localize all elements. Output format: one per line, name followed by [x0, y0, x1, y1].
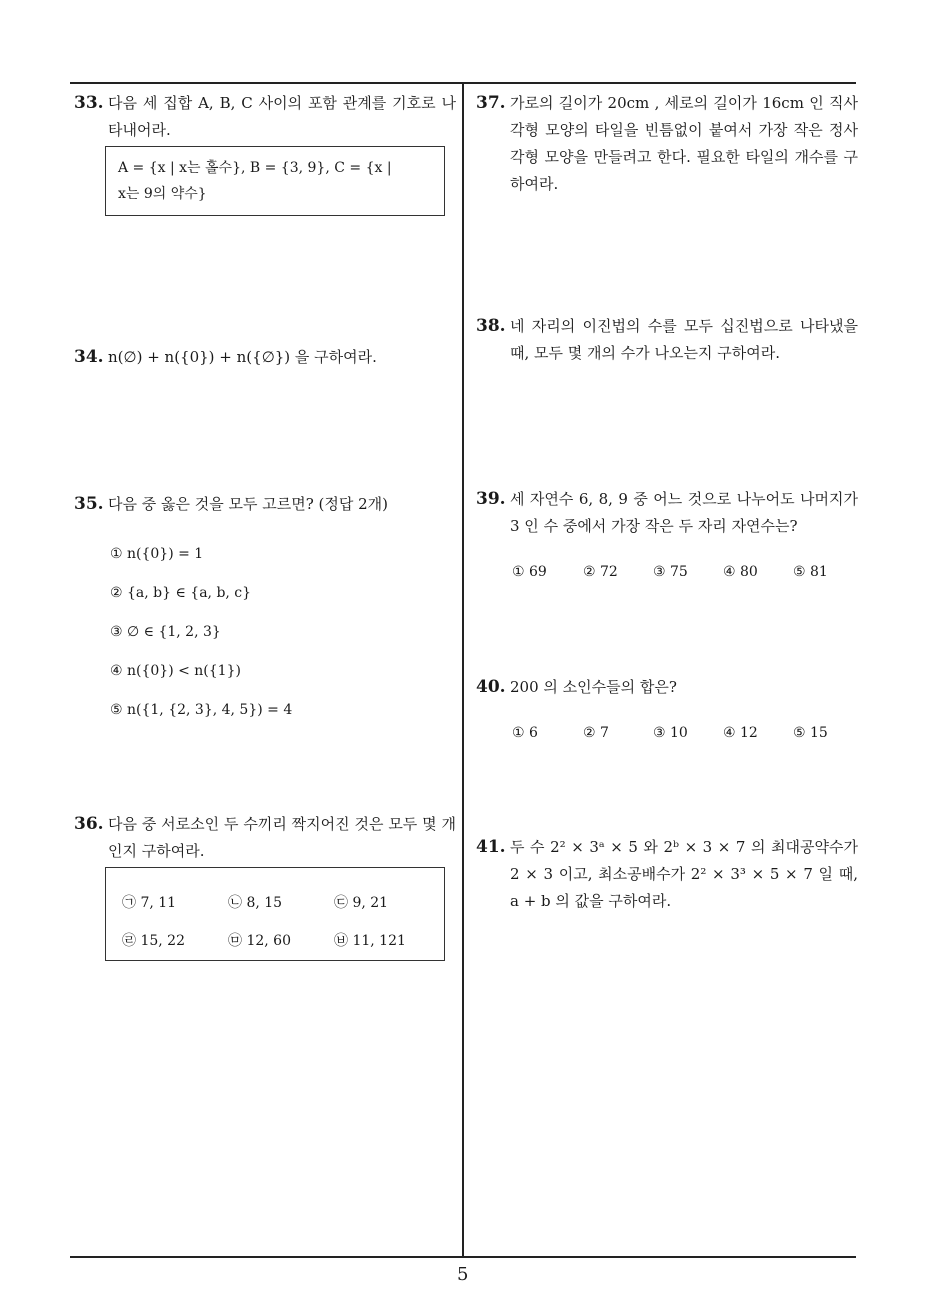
- choice-3[interactable]: ③ 75: [653, 564, 688, 580]
- question-text: n(∅) + n({0}) + n({∅}) 을 구하여라.: [108, 348, 377, 366]
- choice-5[interactable]: ⑤ 15: [793, 725, 828, 741]
- question-number: 37.: [476, 93, 506, 113]
- bottom-rule: [70, 1256, 856, 1258]
- pair-item: ㉣ 15, 22: [122, 933, 185, 949]
- question-text: 가로의 길이가 20cm , 세로의 길이가 16cm 인 직사각형 모양의 타일을 빈틈없이 붙여서 가장 작은 정사각형 모양을 만들려고 한다. 필요한 타일의 개수를 구하여라.: [510, 94, 858, 193]
- set-definition-line-1: A = {x | x는 홀수}, B = {3, 9}, C = {x |: [118, 160, 392, 176]
- page-number: 5: [457, 1264, 469, 1285]
- question-text: 다음 중 서로소인 두 수끼리 짝지어진 것은 모두 몇 개인지 구하여라.: [108, 815, 456, 860]
- question-39: [476, 486, 858, 540]
- question-37: [476, 90, 858, 198]
- choice-4[interactable]: ④ n({0}) < n({1}): [110, 663, 241, 679]
- question-41: [476, 834, 858, 915]
- question-number: 41.: [476, 837, 506, 857]
- choice-3[interactable]: ③ 10: [653, 725, 688, 741]
- choice-5[interactable]: ⑤ n({1, {2, 3}, 4, 5}) = 4: [110, 702, 293, 718]
- number-pairs-box: [105, 867, 445, 961]
- question-text: 네 자리의 이진법의 수를 모두 십진법으로 나타냈을 때, 모두 몇 개의 수가 나오는지 구하여라.: [510, 317, 858, 362]
- pair-item: ㉠ 7, 11: [122, 895, 177, 911]
- question-35: [74, 491, 456, 518]
- question-38: [476, 313, 858, 367]
- choice-1[interactable]: ① n({0}) = 1: [110, 546, 204, 562]
- question-text: 다음 중 옳은 것을 모두 고르면? (정답 2개): [108, 495, 389, 513]
- pair-item: ㉡ 8, 15: [228, 895, 283, 911]
- question-33: [74, 90, 456, 144]
- choice-2[interactable]: ② 7: [583, 725, 609, 741]
- question-number: 40.: [476, 677, 506, 697]
- choice-4[interactable]: ④ 80: [723, 564, 758, 580]
- question-number: 36.: [74, 814, 104, 834]
- choice-1[interactable]: ① 69: [512, 564, 547, 580]
- choice-5[interactable]: ⑤ 81: [793, 564, 828, 580]
- choice-1[interactable]: ① 6: [512, 725, 538, 741]
- pair-item: ㉤ 12, 60: [228, 933, 291, 949]
- question-text: 200 의 소인수들의 합은?: [510, 678, 677, 696]
- question-number: 34.: [74, 347, 104, 367]
- question-number: 33.: [74, 93, 104, 113]
- choice-2[interactable]: ② 72: [583, 564, 618, 580]
- question-36: [74, 811, 456, 865]
- choice-4[interactable]: ④ 12: [723, 725, 758, 741]
- pair-item: ㉢ 9, 21: [334, 895, 389, 911]
- question-number: 38.: [476, 316, 506, 336]
- question-40: [476, 674, 858, 701]
- set-definition-box: [105, 146, 445, 216]
- question-number: 35.: [74, 494, 104, 514]
- pair-item: ㉥ 11, 121: [334, 933, 406, 949]
- question-number: 39.: [476, 489, 506, 509]
- choice-3[interactable]: ③ ∅ ∈ {1, 2, 3}: [110, 624, 221, 640]
- set-definition-line-2: x는 9의 약수}: [118, 186, 207, 202]
- question-34: [74, 344, 456, 371]
- choice-2[interactable]: ② {a, b} ∈ {a, b, c}: [110, 585, 252, 601]
- question-text: 세 자연수 6, 8, 9 중 어느 것으로 나누어도 나머지가 3 인 수 중에서 가장 작은 두 자리 자연수는?: [510, 490, 858, 535]
- question-text: 다음 세 집합 A, B, C 사이의 포함 관계를 기호로 나타내어라.: [108, 94, 456, 139]
- column-divider: [462, 82, 464, 1257]
- question-text: 두 수 2² × 3ᵃ × 5 와 2ᵇ × 3 × 7 의 최대공약수가 2 × 3 이고, 최소공배수가 2² × 3³ × 5 × 7 일 때, a + b 의 값을 구하여라.: [510, 838, 858, 910]
